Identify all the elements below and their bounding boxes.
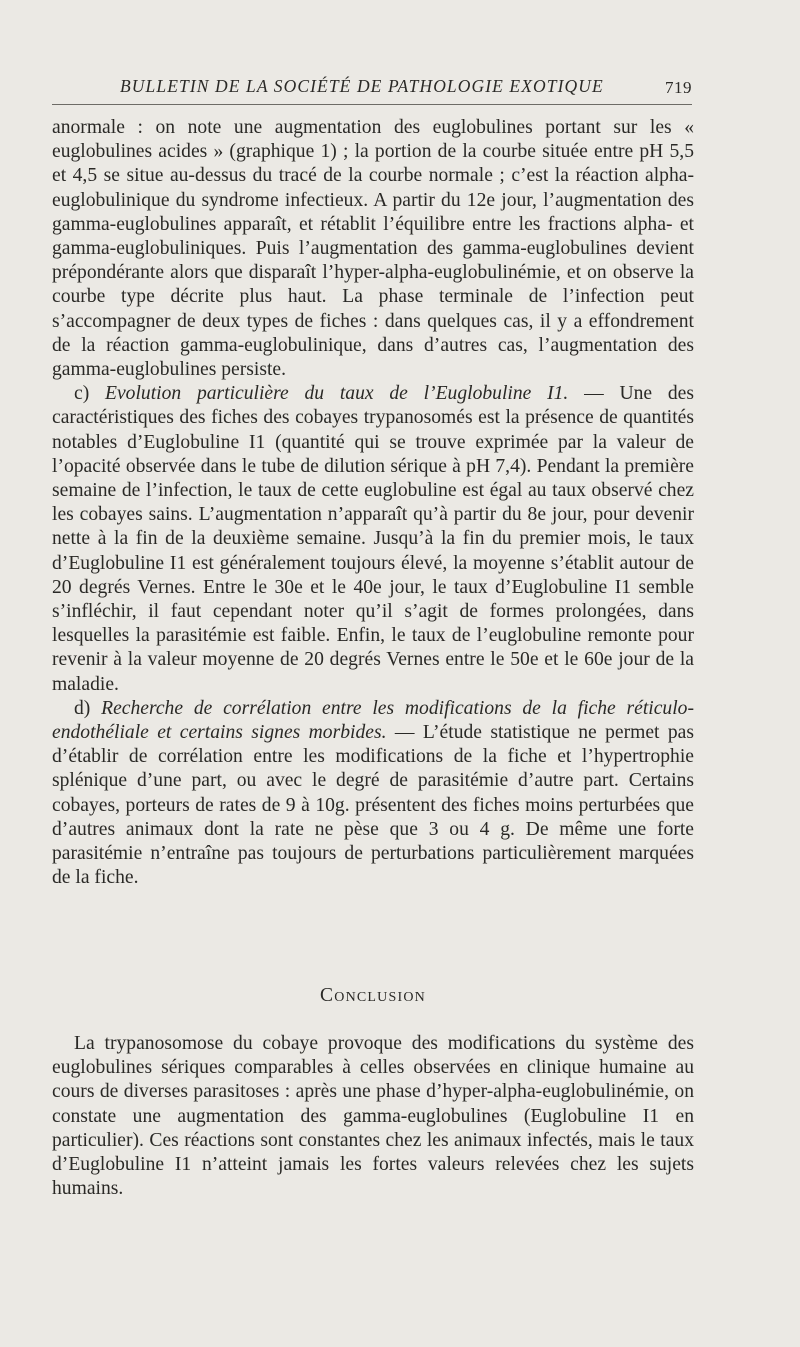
paragraph-c: [52, 382, 694, 697]
conclusion-paragraph: La trypanosomose du cobaye provoque des modifications du système des euglobulines sériques comparables à celles observées en clinique humaine au cours de diverses parasitoses : après une phase d’hyper-alpha-euglobulinémie, on constate une augmentation des gamma-euglobulines (Euglobuline I1 en particulier). Ces réactions sont constantes chez les animaux infectés, mais le taux d’Euglobuline I1 n’atteint jamais les fortes valeurs relevées chez les sujets humains.: [52, 1033, 694, 1200]
paragraph-c-body: — Une des caractéristiques des fiches des cobayes trypanosomés est la présence de quantités notables d’Euglobuline I1 (quantité qui se trouve exprimée par la valeur de l’opacité observée dans le tube de dilution sérique à pH 7,4). Pendant la première semaine de l’infection, le taux de cette euglobuline est égal au taux observé chez les cobayes sains. L’augmentation n’apparaît qu’à partir du 8e jour, pour devenir nette à la fin de la deuxième semaine. Jusqu’à la fin du premier mois, le taux d’Euglobuline I1 est généralement toujours élevé, la moyenne s’établit autour de 20 degrés Vernes. Entre le 30e et le 40e jour, le taux d’Euglobuline I1 semble s’infléchir, il faut cependant noter qu’il s’agit de formes prolongées, dans lesquelles la parasitémie est faible. Enfin, le taux de l’euglobuline remonte pour revenir à la valeur moyenne de 20 degrés Vernes entre le 50e et le 60e jour de la maladie.: [52, 383, 694, 695]
running-title: BULLETIN DE LA SOCIÉTÉ DE PATHOLOGIE EXOTIQUE: [120, 76, 604, 96]
conclusion-heading: Conclusion: [320, 985, 426, 1006]
body-text: [52, 116, 694, 891]
paragraph-c-label: c): [74, 383, 105, 405]
page-header: [52, 70, 692, 105]
paragraph-d-title: Recherche de corrélation entre les modifications de la fiche réticulo-endothéliale et certains signes morbides.: [52, 697, 694, 744]
paragraph-d: [52, 697, 694, 891]
paragraph-d-label: d): [74, 697, 102, 719]
paragraph-continuation: anormale : on note une augmentation des euglobulines portant sur les « euglobulines acides » (graphique 1) ; la portion de la courbe située entre pH 5,5 et 4,5 se situe au-dessus du tracé de la courbe normale ; c’est la réaction alpha-euglobulinique du syndrome infectieux. A partir du 12e jour, l’augmentation des gamma-euglobulines apparaît, et rétablit l’équilibre entre les fractions alpha- et gamma-euglobuliniques. Puis l’augmentation des gamma-euglobulines devient prépondérante alors que disparaît l’hyper-alpha-euglobulinémie, et on observe la courbe type décrite plus haut. La phase terminale de l’infection peut s’accompagner de deux types de fiches : dans quelques cas, il y a effondrement de la réaction gamma-euglobulinique, dans d’autres cas, l’augmentation des gamma-euglobulines persiste.: [52, 117, 694, 381]
paragraph-c-title: Evolution particulière du taux de l’Euglobuline I1.: [105, 383, 569, 405]
paragraph-d-body: — L’étude statistique ne permet pas d’établir de corrélation entre les modifications de la fiche et l’hypertrophie splénique d’une part, ou avec le degré de parasitémie d’autre part. Certains cobayes, porteurs de rates de 9 à 10g. présentent des fiches moins perturbées que d’autres animaux dont la rate ne pèse que 3 ou 4 g. De même une forte parasitémie n’entraîne pas toujours de perturbations particulièrement marquées de la fiche.: [52, 722, 694, 889]
conclusion-section: [52, 1032, 694, 1201]
page-number: 719: [665, 78, 692, 97]
